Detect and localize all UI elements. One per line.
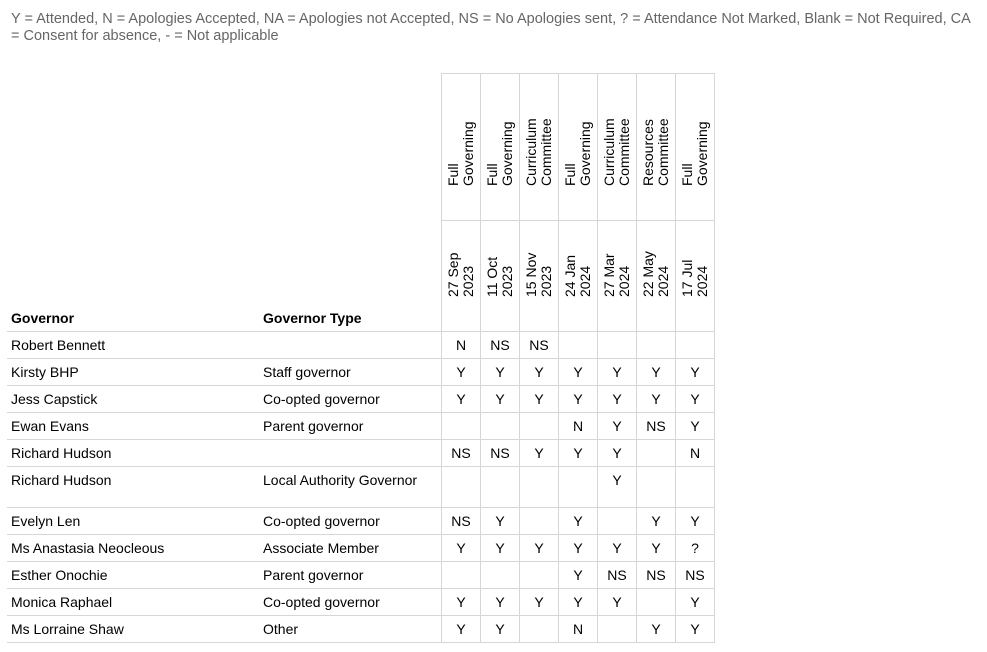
attendance-cell: Y: [442, 386, 481, 413]
governor-type: Parent governor: [259, 562, 442, 589]
meeting-name-header: Full Governing: [676, 74, 715, 221]
attendance-cell: [520, 562, 559, 589]
attendance-cell: Y: [637, 616, 676, 643]
meeting-date-header: 11 Oct 2023: [481, 221, 520, 332]
attendance-cell: NS: [442, 508, 481, 535]
attendance-cell: [442, 562, 481, 589]
attendance-cell: [520, 616, 559, 643]
attendance-cell: Y: [637, 359, 676, 386]
attendance-cell: Y: [520, 440, 559, 467]
table-row: [7, 386, 715, 413]
attendance-cell: [520, 508, 559, 535]
attendance-cell: Y: [442, 589, 481, 616]
attendance-cell: [442, 467, 481, 508]
attendance-cell: Y: [481, 589, 520, 616]
attendance-cell: [637, 467, 676, 508]
attendance-cell: [481, 467, 520, 508]
meeting-date-header: 27 Mar 2024: [598, 221, 637, 332]
attendance-cell: Y: [520, 386, 559, 413]
attendance-cell: [481, 562, 520, 589]
governor-type: Parent governor: [259, 413, 442, 440]
attendance-cell: Y: [637, 386, 676, 413]
attendance-cell: Y: [559, 508, 598, 535]
attendance-cell: [676, 332, 715, 359]
attendance-cell: [637, 332, 676, 359]
table-row: [7, 332, 715, 359]
attendance-cell: Y: [559, 440, 598, 467]
meeting-name-header: Full Governing: [481, 74, 520, 221]
attendance-cell: Y: [676, 589, 715, 616]
governor-type: Associate Member: [259, 535, 442, 562]
attendance-cell: Y: [598, 413, 637, 440]
attendance-cell: [520, 467, 559, 508]
attendance-cell: Y: [598, 440, 637, 467]
attendance-cell: Y: [598, 535, 637, 562]
attendance-cell: Y: [481, 359, 520, 386]
table-row: [7, 535, 715, 562]
meeting-name-header: Full Governing: [442, 74, 481, 221]
governor-name: Monica Raphael: [7, 589, 259, 616]
governor-name: Ms Lorraine Shaw: [7, 616, 259, 643]
table-row: [7, 616, 715, 643]
governor-type: Other: [259, 616, 442, 643]
attendance-cell: Y: [481, 508, 520, 535]
attendance-cell: Y: [481, 535, 520, 562]
governor-type: Co-opted governor: [259, 589, 442, 616]
table-row: [7, 562, 715, 589]
attendance-cell: Y: [559, 589, 598, 616]
attendance-cell: [559, 332, 598, 359]
governor-name: Richard Hudson: [7, 440, 259, 467]
table-row: [7, 508, 715, 535]
attendance-cell: Y: [598, 386, 637, 413]
attendance-cell: [637, 440, 676, 467]
meeting-date-header: 17 Jul 2024: [676, 221, 715, 332]
attendance-cell: Y: [520, 535, 559, 562]
table-row: [7, 589, 715, 616]
attendance-cell: [598, 332, 637, 359]
meeting-date-header: 24 Jan 2024: [559, 221, 598, 332]
governor-name: Ms Anastasia Neocleous: [7, 535, 259, 562]
meeting-name-header-row: [7, 74, 715, 221]
attendance-cell: [520, 413, 559, 440]
attendance-cell: Y: [442, 616, 481, 643]
governor-name: Ewan Evans: [7, 413, 259, 440]
attendance-cell: Y: [442, 535, 481, 562]
attendance-cell: Y: [559, 386, 598, 413]
attendance-cell: NS: [481, 440, 520, 467]
attendance-cell: Y: [520, 359, 559, 386]
attendance-cell: Y: [676, 386, 715, 413]
attendance-cell: Y: [676, 359, 715, 386]
governor-name: Jess Capstick: [7, 386, 259, 413]
attendance-cell: Y: [481, 386, 520, 413]
attendance-table: [7, 73, 715, 643]
governor-type: Co-opted governor: [259, 386, 442, 413]
governor-name: Evelyn Len: [7, 508, 259, 535]
attendance-cell: NS: [676, 562, 715, 589]
attendance-cell: N: [442, 332, 481, 359]
attendance-cell: NS: [481, 332, 520, 359]
attendance-cell: Y: [598, 359, 637, 386]
meeting-name-header: Resources Committee: [637, 74, 676, 221]
attendance-cell: Y: [598, 589, 637, 616]
governor-type: [259, 332, 442, 359]
governor-type-column-header: Governor Type: [263, 310, 362, 326]
attendance-cell: NS: [637, 562, 676, 589]
attendance-cell: Y: [559, 535, 598, 562]
governor-name: Richard Hudson: [7, 467, 259, 508]
attendance-cell: NS: [442, 440, 481, 467]
governor-name: Robert Bennett: [7, 332, 259, 359]
governor-column-header: Governor: [11, 310, 75, 326]
governor-type: Local Authority Governor: [259, 467, 442, 508]
attendance-cell: ?: [676, 535, 715, 562]
meeting-name-header: Curriculum Committee: [598, 74, 637, 221]
governor-type: Co-opted governor: [259, 508, 442, 535]
governor-type: [259, 440, 442, 467]
attendance-cell: Y: [676, 508, 715, 535]
table-row: [7, 440, 715, 467]
attendance-cell: NS: [520, 332, 559, 359]
meeting-name-header: Curriculum Committee: [520, 74, 559, 221]
attendance-cell: [442, 413, 481, 440]
attendance-cell: [676, 467, 715, 508]
attendance-cell: [637, 589, 676, 616]
attendance-key-legend: Y = Attended, N = Apologies Accepted, NA = Apologies not Accepted, NS = No Apologies sent, ? = Attendance Not Marked, Blank = Not Required, CA = Consent for absence, - = Not applicable: [11, 11, 970, 44]
attendance-cell: [481, 413, 520, 440]
attendance-cell: Y: [520, 589, 559, 616]
governor-name: Esther Onochie: [7, 562, 259, 589]
attendance-cell: Y: [559, 359, 598, 386]
attendance-cell: [559, 467, 598, 508]
attendance-cell: Y: [676, 413, 715, 440]
attendance-cell: Y: [637, 508, 676, 535]
attendance-cell: Y: [442, 359, 481, 386]
table-row: [7, 359, 715, 386]
attendance-cell: N: [559, 413, 598, 440]
table-row: [7, 467, 715, 508]
attendance-cell: NS: [637, 413, 676, 440]
meeting-date-header: 27 Sep 2023: [442, 221, 481, 332]
meeting-date-header-row: [7, 221, 715, 332]
attendance-cell: [598, 616, 637, 643]
attendance-cell: Y: [559, 562, 598, 589]
attendance-cell: N: [559, 616, 598, 643]
meeting-date-header: 22 May 2024: [637, 221, 676, 332]
attendance-cell: Y: [676, 616, 715, 643]
governor-type: Staff governor: [259, 359, 442, 386]
attendance-cell: Y: [481, 616, 520, 643]
governor-name: Kirsty BHP: [7, 359, 259, 386]
attendance-cell: N: [676, 440, 715, 467]
attendance-cell: Y: [598, 467, 637, 508]
attendance-cell: [598, 508, 637, 535]
attendance-cell: NS: [598, 562, 637, 589]
meeting-name-header: Full Governing: [559, 74, 598, 221]
attendance-cell: Y: [637, 535, 676, 562]
table-row: [7, 413, 715, 440]
meeting-date-header: 15 Nov 2023: [520, 221, 559, 332]
